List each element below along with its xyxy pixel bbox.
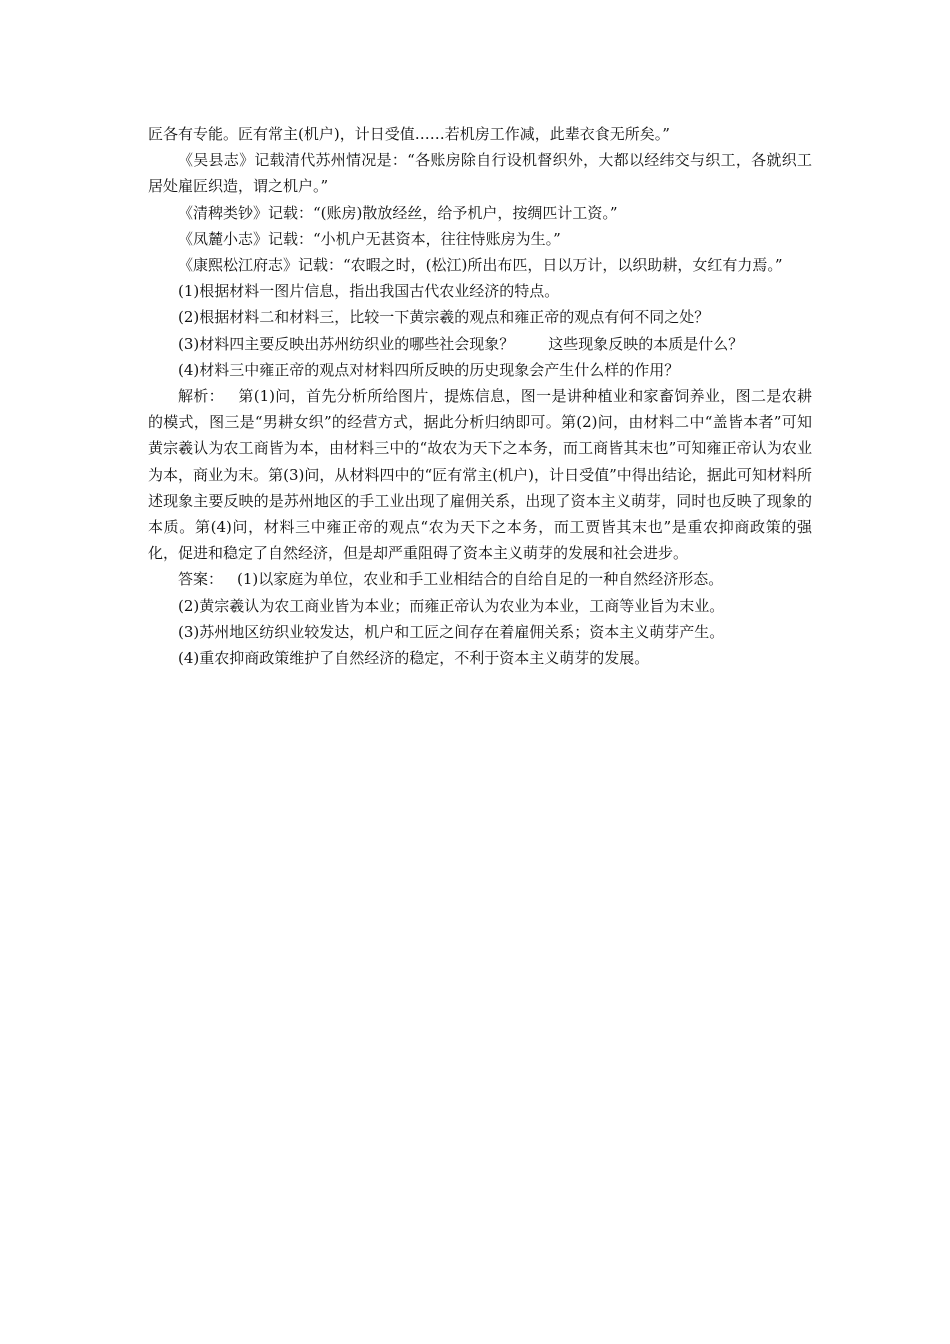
question-2: (2)根据材料二和材料三，比较一下黄宗羲的观点和雍正帝的观点有何不同之处？ [178,308,710,327]
answer-2: (2)黄宗羲认为农工商业皆为本业；而雍正帝认为农业为本业，工商等业旨为末业。 [178,596,725,615]
question-4: (4)材料三中雍正帝的观点对材料四所反映的历史现象会产生什么样的作用？ [178,360,680,379]
material-songjiang-fuzhi: 《康熙松江府志》记载：“农暇之时，(松江)所出布匹，日以万计，以织助耕，女红有力焉。” [178,256,783,275]
question-3-part-a: (3)材料四主要反映出苏州纺织业的哪些社会现象？ [178,334,515,353]
document-page [148,121,812,671]
material-wuxian-zhi: 《吴县志》记载清代苏州情况是：“各账房除自行设机督织外，大都以经纬交与织工，各就织工居处雇匠织造，谓之机户。” [148,151,812,196]
analysis-label: 解析： [178,387,225,406]
answer-paragraph [148,566,812,592]
answer-3: (3)苏州地区纺织业较发达，机户和工匠之间存在着雇佣关系；资本主义萌芽产生。 [178,622,725,641]
answer-1: (1)以家庭为单位，农业和手工业相结合的自给自足的一种自然经济形态。 [237,570,724,589]
question-1: (1)根据材料一图片信息，指出我国古代农业经济的特点。 [178,282,560,301]
material-fenglu-xiaozhi: 《凤麓小志》记载：“小机户无甚资本，往往恃账房为生。” [178,229,561,248]
question-3-part-b: 这些现象反映的本质是什么？ [548,334,744,353]
analysis-paragraph [148,383,812,566]
answer-label: 答案： [178,570,224,589]
material-qingbai-leichao: 《清稗类钞》记载：“(账房)散放经丝，给予机户，按绸匹计工资。” [178,203,618,222]
answer-4: (4)重农抑商政策维护了自然经济的稳定，不利于资本主义萌芽的发展。 [178,649,650,668]
question-3 [148,331,812,357]
analysis-text: 第(1)问，首先分析所给图片，提炼信息，图一是讲种植业和家畜饲养业，图二是农耕的模式，图三是“男耕女织”的经营方式，据此分析归纳即可。第(2)问，由材料二中“盖皆本者”可知黄宗羲认为农工商皆为本，由材料三中的“故农为天下之本务，而工商皆其末也”可知雍正帝认为农业为本，商业为末。第(3)问，从材料四中的“匠有常主(机户)，计日受值”中得出结论，据此可知材料所述现象主要反映的是苏州地区的手工业出现了雇佣关系，出现了资本主义萌芽，同时也反映了现象的本质。第(4)问，材料三中雍正帝的观点“农为天下之本务，而工贾皆其末也”是重农抑商政策的强化，促进和稳定了自然经济，但是却严重阻碍了资本主义萌芽的发展和社会进步。 [148,387,812,563]
material-text-continued: 匠各有专能。匠有常主(机户)，计日受值……若机房工作减，此辈衣食无所矣。” [148,125,670,143]
